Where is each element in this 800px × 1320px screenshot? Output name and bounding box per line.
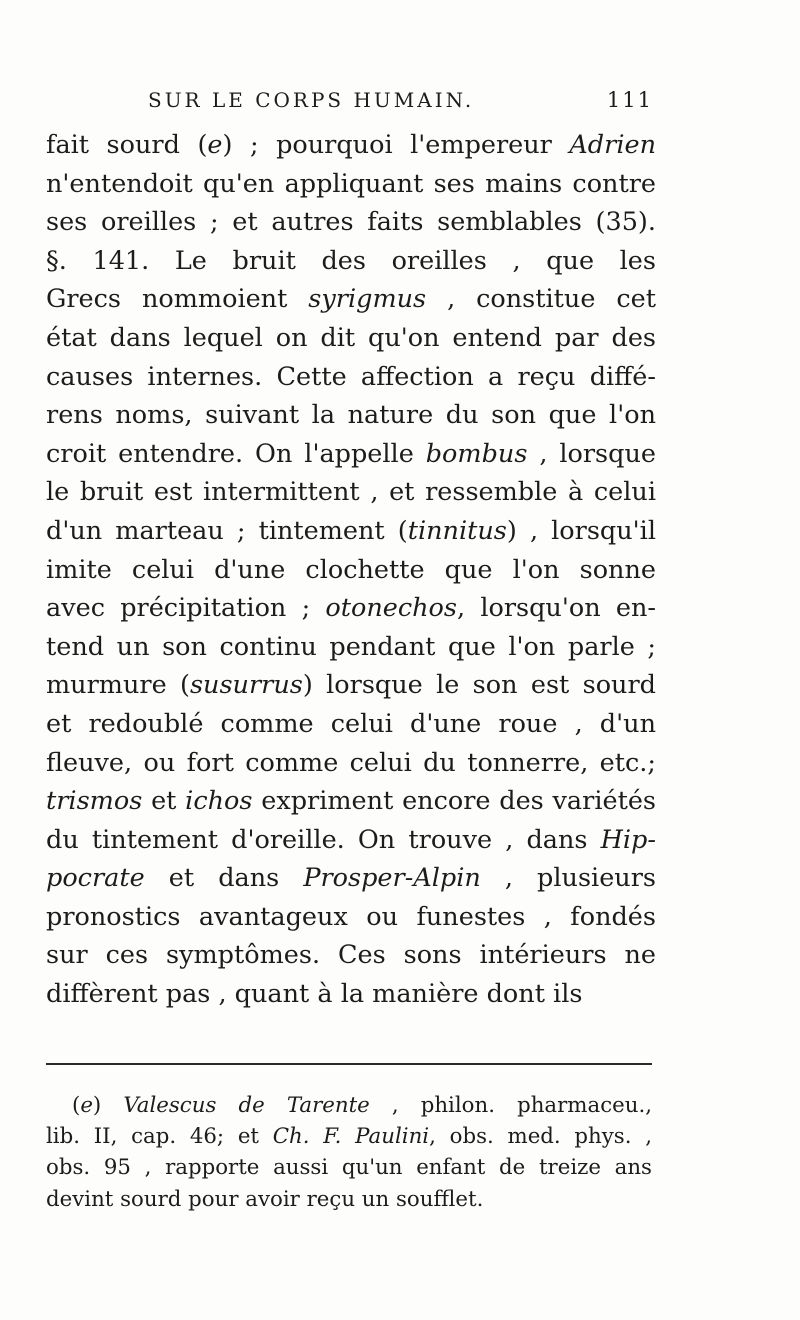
text-line [46, 589, 656, 628]
italic-text: syrigmus [308, 284, 427, 315]
text-line [46, 975, 656, 1014]
italic-text: e [80, 1093, 93, 1118]
text-run: causes internes. Cette affection a reçu diffé- [46, 361, 656, 392]
main-text [46, 126, 656, 1014]
text-line [46, 782, 656, 821]
text-run: ) ; pourquoi l'empereur [222, 130, 570, 160]
text-run: état dans lequel on dit qu'on entend par des [46, 322, 656, 353]
text-run: murmure ( [46, 670, 190, 701]
italic-text: bombus [425, 438, 528, 469]
text-line [46, 319, 656, 358]
text-line [46, 396, 656, 435]
footnote-line [46, 1184, 652, 1215]
footnote-line [46, 1090, 652, 1121]
text-line [46, 898, 656, 937]
text-run: obs. 95 , rapporte aussi qu'un enfant de treize ans [46, 1155, 652, 1181]
footnote-rule [46, 1063, 652, 1065]
footnote-line [46, 1121, 652, 1152]
text-run: Grecs nommoient [46, 284, 309, 315]
page-header [148, 88, 653, 124]
italic-text: Ch. F. Paulini [272, 1124, 430, 1150]
italic-text: Valescus de Tarente [123, 1093, 370, 1118]
italic-text: tinnitus [407, 515, 507, 546]
text-line [46, 936, 656, 975]
text-run: rens noms, suivant la nature du son que l'on [46, 400, 656, 431]
text-run: , constitue cet [426, 284, 656, 315]
text-line [46, 859, 656, 898]
text-line [46, 473, 656, 512]
text-line [46, 358, 656, 397]
text-run: imite celui d'une clochette que l'on sonne [46, 554, 656, 585]
text-run: du tintement d'oreille. On trouve , dans [46, 824, 601, 855]
text-run: expriment encore des variétés [252, 786, 656, 817]
text-run: ( [72, 1093, 81, 1118]
text-run: §. 141. Le bruit des oreilles , que les [46, 245, 656, 276]
text-run: ses oreilles ; et autres faits semblables (35). [46, 207, 656, 238]
text-run: sur ces symptômes. Ces sons intérieurs ne [46, 940, 656, 971]
italic-text: Adrien [569, 130, 656, 160]
italic-text: trismos [46, 786, 143, 817]
text-line [46, 280, 656, 319]
text-line [46, 628, 656, 667]
text-run: avec précipitation ; [46, 593, 326, 624]
text-line [46, 203, 656, 242]
footnote-line [46, 1152, 652, 1183]
text-run: d'un marteau ; tintement ( [46, 515, 408, 546]
text-line [46, 705, 656, 744]
italic-text: e [207, 130, 223, 160]
text-run: , obs. med. phys. , [429, 1124, 652, 1150]
text-run: et redoublé comme celui d'une roue , d'un [46, 708, 656, 739]
italic-text: pocrate [46, 863, 145, 894]
text-run: , plusieurs [480, 863, 656, 894]
text-run: ) lorsque le son est sourd [302, 670, 656, 701]
text-line [46, 821, 656, 860]
text-run: ) [92, 1093, 124, 1118]
text-run: , philon. pharmaceu., [369, 1093, 652, 1118]
text-line [46, 435, 656, 474]
text-line [46, 126, 656, 165]
text-line [46, 744, 656, 783]
text-run: croit entendre. On l'appelle [46, 438, 426, 469]
text-run: devint sourd pour avoir reçu un soufflet. [46, 1186, 484, 1212]
running-head: SUR LE CORPS HUMAIN. [148, 88, 475, 112]
text-run: tend un son continu pendant que l'on parle ; [46, 631, 656, 662]
text-run: et [142, 786, 186, 817]
italic-text: Hip- [600, 824, 656, 855]
italic-text: otonechos [325, 593, 457, 624]
italic-text: ichos [185, 786, 253, 817]
text-run: ) , lorsqu'il [506, 515, 656, 546]
page-number: 111 [606, 88, 653, 112]
text-line [46, 165, 656, 204]
text-run: le bruit est intermittent , et ressemble à celui [46, 477, 656, 508]
text-run: lib. II, cap. 46; et [46, 1124, 273, 1150]
footnote [46, 1090, 652, 1215]
text-run: pronostics avantageux ou funestes , fondés [46, 901, 656, 932]
text-line [46, 551, 656, 590]
text-run: diffèrent pas , quant à la manière dont ils [46, 979, 583, 1010]
text-run: n'entendoit qu'en appliquant ses mains contre [46, 168, 656, 199]
text-run: fleuve, ou fort comme celui du tonnerre, etc.; [46, 747, 656, 778]
italic-text: Prosper-Alpin [303, 863, 481, 894]
text-line [46, 242, 656, 281]
text-run: et dans [144, 863, 304, 894]
text-run: fait sourd ( [46, 130, 208, 160]
italic-text: susurrus [189, 670, 303, 701]
text-run: , lorsqu'on en- [457, 593, 656, 624]
text-line [46, 666, 656, 705]
text-run: , lorsque [527, 438, 656, 469]
text-line [46, 512, 656, 551]
